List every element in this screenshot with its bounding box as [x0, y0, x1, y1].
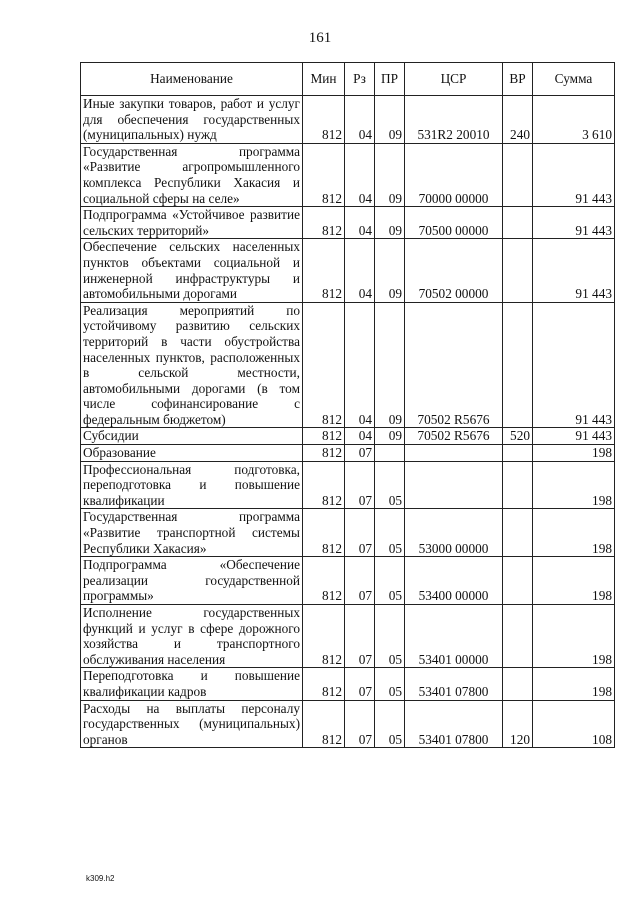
cell-pr: 09: [375, 239, 405, 302]
cell-csr: [405, 445, 503, 462]
cell-sum: 3 610: [533, 96, 615, 144]
cell-min: 812: [303, 302, 345, 428]
cell-name: Исполнение государственных функций и услуг в сфере дорожного хозяйства и транспортного обслуживания населения: [81, 605, 303, 668]
cell-pr: 09: [375, 302, 405, 428]
cell-min: 812: [303, 668, 345, 700]
cell-sum: 198: [533, 509, 615, 557]
table-row: [81, 461, 615, 509]
cell-csr: 53401 00000: [405, 605, 503, 668]
table-body: [81, 96, 615, 748]
cell-name: Подпрограмма «Устойчивое развитие сельских территорий»: [81, 207, 303, 239]
cell-name: Подпрограмма «Обеспечение реализации государственной программы»: [81, 557, 303, 605]
cell-csr: 70500 00000: [405, 207, 503, 239]
cell-sum: 91 443: [533, 143, 615, 206]
table-row: [81, 445, 615, 462]
cell-vr: 240: [503, 96, 533, 144]
cell-min: 812: [303, 96, 345, 144]
cell-vr: [503, 668, 533, 700]
cell-pr: 05: [375, 557, 405, 605]
table-row: [81, 557, 615, 605]
cell-sum: 198: [533, 557, 615, 605]
cell-pr: 05: [375, 461, 405, 509]
cell-pr: 05: [375, 700, 405, 748]
cell-pr: 05: [375, 668, 405, 700]
table-row: [81, 96, 615, 144]
cell-rz: 07: [345, 509, 375, 557]
cell-rz: 04: [345, 143, 375, 206]
cell-rz: 07: [345, 557, 375, 605]
page-number: 161: [308, 30, 332, 46]
header-rz: Рз: [345, 63, 375, 96]
cell-pr: 09: [375, 143, 405, 206]
header-csr: ЦСР: [405, 63, 503, 96]
cell-name: Государственная программа «Развитие агропромышленного комплекса Республики Хакасия и социальной сферы на селе»: [81, 143, 303, 206]
cell-vr: [503, 461, 533, 509]
cell-csr: [405, 461, 503, 509]
cell-vr: [503, 239, 533, 302]
header-vr: ВР: [503, 63, 533, 96]
cell-sum: 198: [533, 461, 615, 509]
table-row: [81, 428, 615, 445]
cell-sum: 91 443: [533, 302, 615, 428]
cell-csr: 53401 07800: [405, 700, 503, 748]
cell-vr: 520: [503, 428, 533, 445]
cell-csr: 53401 07800: [405, 668, 503, 700]
cell-name: Переподготовка и повышение квалификации кадров: [81, 668, 303, 700]
cell-vr: [503, 509, 533, 557]
cell-rz: 04: [345, 207, 375, 239]
cell-min: 812: [303, 428, 345, 445]
cell-name: Образование: [81, 445, 303, 462]
footer-code: k309.h2: [86, 874, 115, 883]
table-row: [81, 143, 615, 206]
cell-name: Иные закупки товаров, работ и услуг для обеспечения государственных (муниципальных) нужд: [81, 96, 303, 144]
cell-name: Государственная программа «Развитие транспортной системы Республики Хакасия»: [81, 509, 303, 557]
cell-min: 812: [303, 461, 345, 509]
cell-csr: 531R2 20010: [405, 96, 503, 144]
table-row: [81, 668, 615, 700]
cell-min: 812: [303, 557, 345, 605]
cell-csr: 53400 00000: [405, 557, 503, 605]
table-header-row: [81, 63, 615, 96]
cell-vr: [503, 207, 533, 239]
cell-vr: 120: [503, 700, 533, 748]
cell-name: Профессиональная подготовка, переподготовка и повышение квалификации: [81, 461, 303, 509]
cell-sum: 198: [533, 668, 615, 700]
cell-vr: [503, 302, 533, 428]
header-pr: ПР: [375, 63, 405, 96]
cell-rz: 04: [345, 239, 375, 302]
table-row: [81, 207, 615, 239]
cell-name: Обеспечение сельских населенных пунктов объектами социальной и инженерной инфраструктуры и автомобильными дорогами: [81, 239, 303, 302]
cell-rz: 07: [345, 700, 375, 748]
cell-rz: 07: [345, 445, 375, 462]
cell-name: Расходы на выплаты персоналу государственных (муниципальных) органов: [81, 700, 303, 748]
cell-name: Субсидии: [81, 428, 303, 445]
cell-vr: [503, 445, 533, 462]
cell-sum: 91 443: [533, 239, 615, 302]
cell-sum: 108: [533, 700, 615, 748]
cell-pr: 09: [375, 96, 405, 144]
cell-name: Реализация мероприятий по устойчивому развитию сельских территорий в части обустройства населенных пунктов, расположенных в сельской местности, автомобильными дорогами (в том числе софинансирование с федеральным бюджетом): [81, 302, 303, 428]
table-row: [81, 605, 615, 668]
cell-pr: [375, 445, 405, 462]
cell-sum: 198: [533, 445, 615, 462]
cell-rz: 07: [345, 461, 375, 509]
cell-sum: 91 443: [533, 207, 615, 239]
cell-csr: 70000 00000: [405, 143, 503, 206]
cell-min: 812: [303, 207, 345, 239]
cell-csr: 70502 R5676: [405, 428, 503, 445]
table-row: [81, 302, 615, 428]
cell-min: 812: [303, 509, 345, 557]
table-row: [81, 700, 615, 748]
cell-rz: 04: [345, 302, 375, 428]
cell-rz: 07: [345, 605, 375, 668]
cell-vr: [503, 143, 533, 206]
cell-min: 812: [303, 605, 345, 668]
table-row: [81, 239, 615, 302]
cell-rz: 04: [345, 428, 375, 445]
cell-min: 812: [303, 143, 345, 206]
header-name: Наименование: [81, 63, 303, 96]
cell-min: 812: [303, 445, 345, 462]
header-min: Мин: [303, 63, 345, 96]
cell-pr: 09: [375, 428, 405, 445]
budget-table: [80, 62, 615, 748]
cell-pr: 05: [375, 605, 405, 668]
cell-sum: 198: [533, 605, 615, 668]
cell-pr: 09: [375, 207, 405, 239]
cell-min: 812: [303, 700, 345, 748]
cell-csr: 70502 00000: [405, 239, 503, 302]
cell-csr: 53000 00000: [405, 509, 503, 557]
cell-vr: [503, 605, 533, 668]
cell-csr: 70502 R5676: [405, 302, 503, 428]
cell-rz: 07: [345, 668, 375, 700]
cell-sum: 91 443: [533, 428, 615, 445]
cell-rz: 04: [345, 96, 375, 144]
cell-min: 812: [303, 239, 345, 302]
cell-pr: 05: [375, 509, 405, 557]
header-sum: Сумма: [533, 63, 615, 96]
cell-vr: [503, 557, 533, 605]
table-row: [81, 509, 615, 557]
